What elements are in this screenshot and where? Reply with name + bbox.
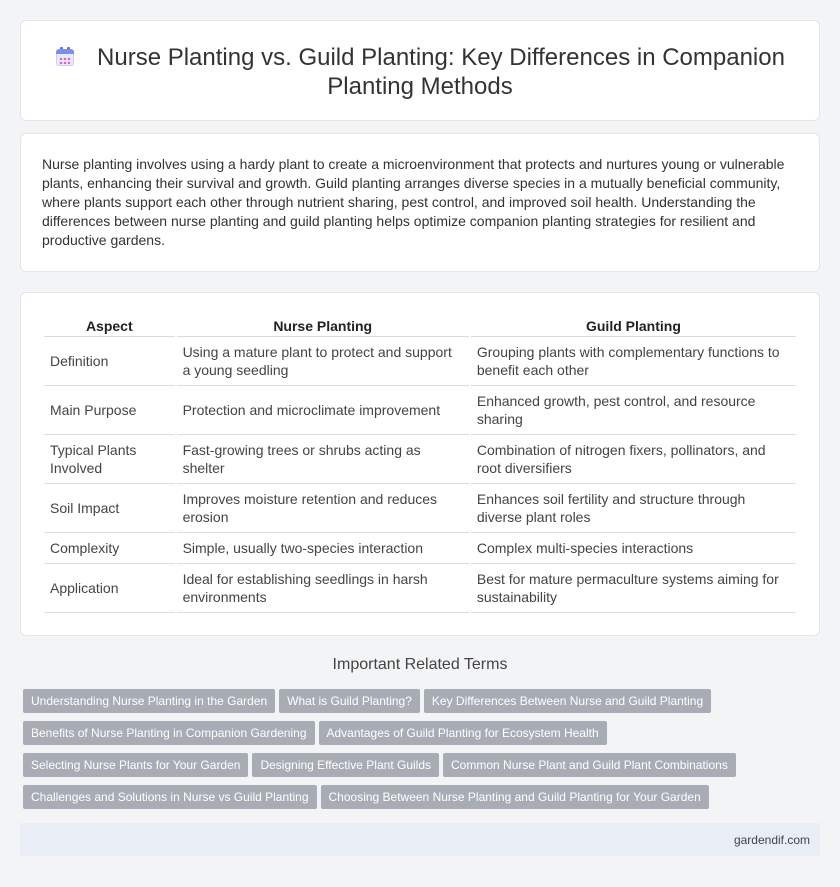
related-terms-heading: Important Related Terms: [332, 656, 508, 673]
footer-site-name[interactable]: gardendif.com: [733, 833, 810, 847]
cell-aspect: Soil Impact: [44, 484, 175, 533]
cell-guild: Best for mature permaculture systems aiming for sustainability: [471, 564, 796, 613]
table-header-row: [44, 317, 796, 337]
comparison-table: [42, 317, 798, 613]
table-row: [44, 337, 796, 386]
cell-guild: Enhanced growth, pest control, and resource sharing: [471, 386, 796, 435]
table-row: [44, 435, 796, 484]
related-term-tag[interactable]: Designing Effective Plant Guilds: [252, 753, 439, 777]
intro-paragraph: Nurse planting involves using a hardy plant to create a microenvironment that protects and nurtures young or vulnerable plants, enhancing their survival and growth. Guild planting arranges diverse species in a mutually beneficial community, where plants support each other through nutrient sharing, pest control, and improved soil health. Understanding the differences between nurse planting and guild planting helps optimize companion planting strategies for resilient and productive gardens.: [42, 156, 785, 248]
header-card: [20, 20, 820, 121]
cell-nurse: Simple, usually two-species interaction: [177, 533, 469, 564]
cell-nurse: Using a mature plant to protect and support a young seedling: [177, 337, 469, 386]
related-term-tag[interactable]: What is Guild Planting?: [279, 689, 420, 713]
related-term-tag[interactable]: Advantages of Guild Planting for Ecosystem Health: [319, 721, 607, 745]
cell-nurse: Ideal for establishing seedlings in harsh environments: [177, 564, 469, 613]
cell-guild: Combination of nitrogen fixers, pollinators, and root diversifiers: [471, 435, 796, 484]
cell-nurse: Improves moisture retention and reduces erosion: [177, 484, 469, 533]
related-term-tag[interactable]: Key Differences Between Nurse and Guild Planting: [424, 689, 711, 713]
cell-guild: Complex multi-species interactions: [471, 533, 796, 564]
intro-card: [20, 133, 820, 272]
related-term-tag[interactable]: Benefits of Nurse Planting in Companion Gardening: [23, 721, 315, 745]
related-term-tag[interactable]: Choosing Between Nurse Planting and Guild Planting for Your Garden: [321, 785, 709, 809]
cell-nurse: Protection and microclimate improvement: [177, 386, 469, 435]
cell-guild: Grouping plants with complementary functions to benefit each other: [471, 337, 796, 386]
calendar-icon: [55, 47, 75, 67]
related-terms-list: [23, 689, 823, 817]
page-title-text: Nurse Planting vs. Guild Planting: Key Differences in Companion Planting Methods: [97, 44, 785, 100]
page-title: [51, 43, 789, 101]
header-guild-planting: Guild Planting: [471, 317, 796, 337]
comparison-card: [20, 292, 820, 636]
cell-aspect: Typical Plants Involved: [44, 435, 175, 484]
cell-nurse: Fast-growing trees or shrubs acting as shelter: [177, 435, 469, 484]
related-term-tag[interactable]: Selecting Nurse Plants for Your Garden: [23, 753, 248, 777]
table-row: [44, 484, 796, 533]
cell-guild: Enhances soil fertility and structure through diverse plant roles: [471, 484, 796, 533]
table-row: [44, 564, 796, 613]
title-wrap: [51, 43, 789, 101]
footer: [20, 823, 820, 856]
header-nurse-planting: Nurse Planting: [177, 317, 469, 337]
cell-aspect: Application: [44, 564, 175, 613]
related-term-tag[interactable]: Understanding Nurse Planting in the Garden: [23, 689, 275, 713]
header-aspect: Aspect: [44, 317, 175, 337]
table-row: [44, 386, 796, 435]
cell-aspect: Main Purpose: [44, 386, 175, 435]
cell-aspect: Complexity: [44, 533, 175, 564]
related-term-tag[interactable]: Common Nurse Plant and Guild Plant Combinations: [443, 753, 736, 777]
cell-aspect: Definition: [44, 337, 175, 386]
table-row: [44, 533, 796, 564]
related-term-tag[interactable]: Challenges and Solutions in Nurse vs Guild Planting: [23, 785, 317, 809]
